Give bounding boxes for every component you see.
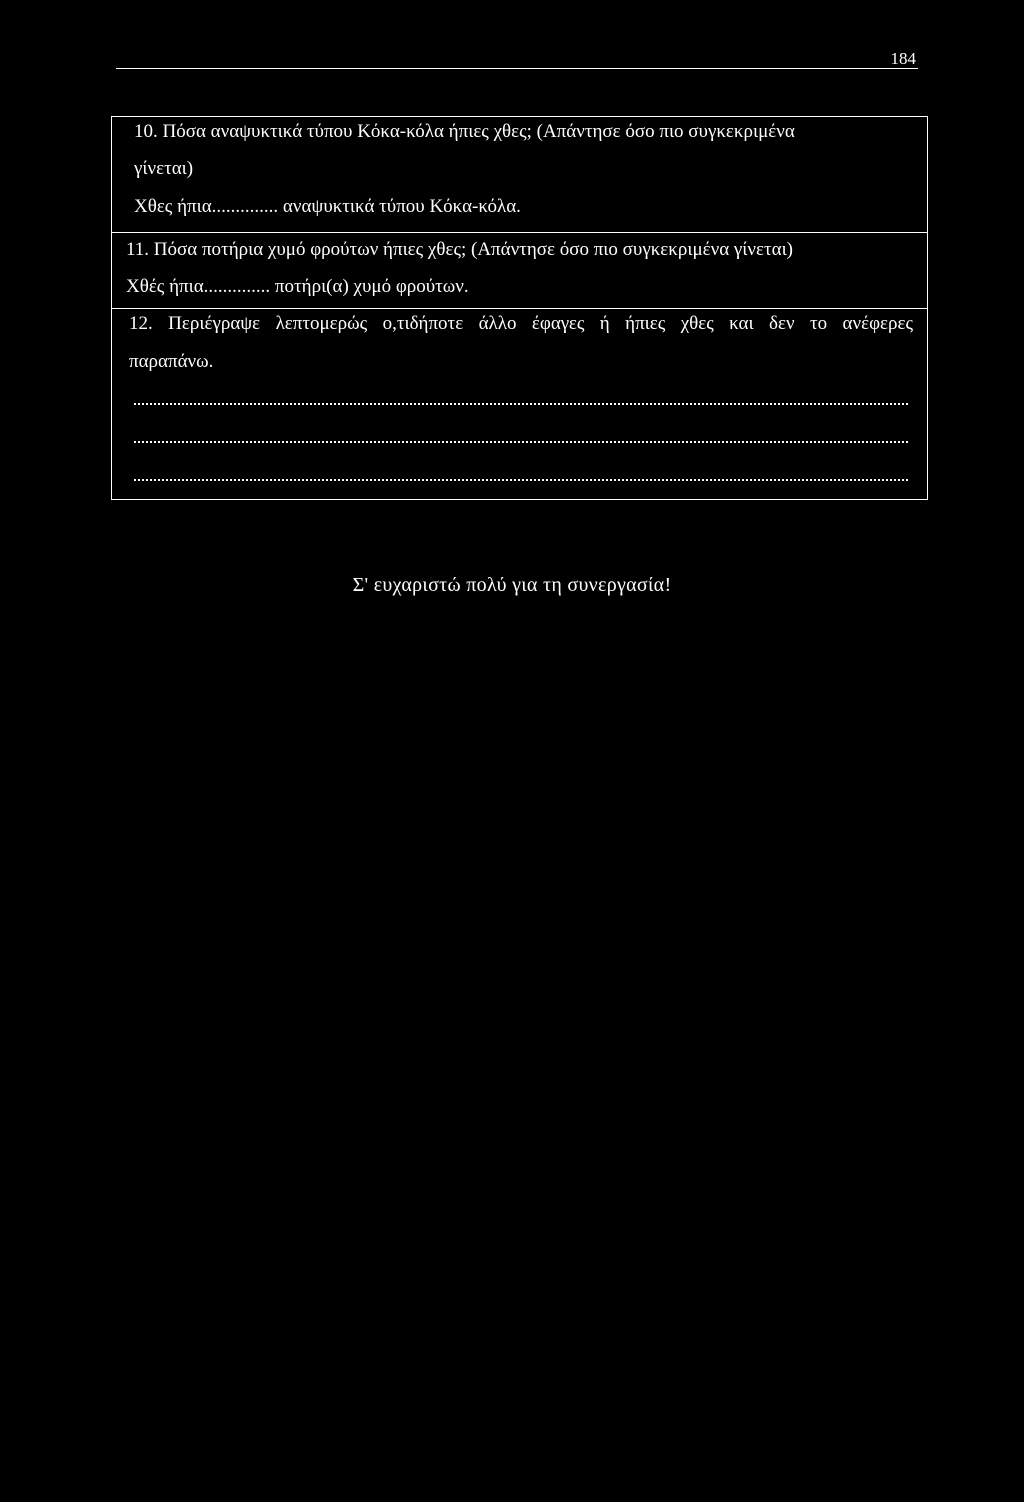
divider <box>112 232 927 233</box>
header-rule <box>116 68 918 69</box>
question-10-line-3: Χθες ήπια.............. αναψυκτικά τύπου Κόκα-κόλα. <box>134 196 521 217</box>
answer-line <box>134 441 908 443</box>
answer-line <box>134 479 908 481</box>
question-11-line-2: Χθές ήπια.............. ποτήρι(α) χυμό φρούτων. <box>126 276 469 297</box>
question-10-line-2: γίνεται) <box>134 158 194 179</box>
closing-note: Σ' ευχαριστώ πολύ για τη συνεργασία! <box>352 574 672 596</box>
page-number: 184 <box>890 49 916 68</box>
question-12-line-2: παραπάνω. <box>129 351 214 372</box>
question-12-line-1: 12. Περιέγραψε λεπτομερώς ο,τιδήποτε άλλο έφαγες ή ήπιες χθες και δεν το ανέφερες <box>129 313 913 334</box>
question-11-line-1: 11. Πόσα ποτήρια χυμό φρούτων ήπιες χθες; (Απάντησε όσο πιο συγκεκριμένα γίνεται) <box>126 239 794 260</box>
question-10-line-1: 10. Πόσα αναψυκτικά τύπου Κόκα-κόλα ήπιες χθες; (Απάντησε όσο πιο συγκεκριμένα <box>134 121 795 142</box>
divider <box>112 308 927 309</box>
survey-box <box>111 116 928 500</box>
answer-line <box>134 403 908 405</box>
